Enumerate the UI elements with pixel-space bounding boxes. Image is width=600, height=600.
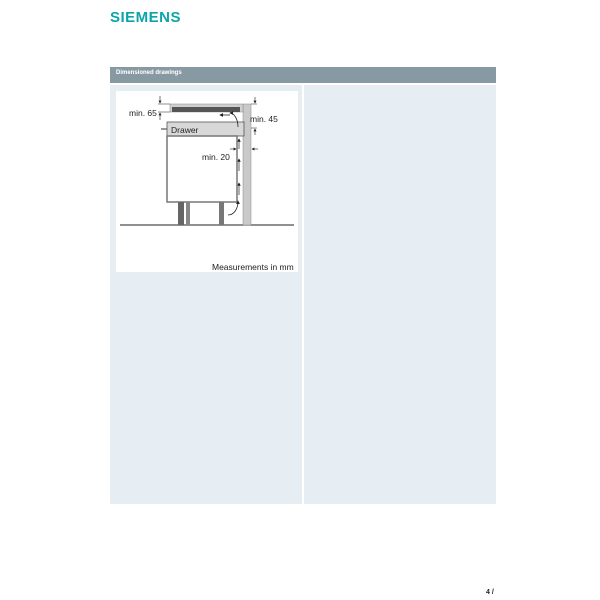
siemens-logo: SIEMENS (110, 9, 182, 26)
page-number: 4 / (486, 589, 494, 596)
cabinet-body (167, 136, 237, 202)
label-min-20: min. 20 (202, 152, 230, 162)
label-min-45: min. 45 (250, 114, 278, 124)
airflow-arrow-curve-bottom (228, 201, 238, 215)
label-drawer: Drawer (171, 125, 199, 135)
leg-right (219, 202, 224, 225)
leg-middle (186, 202, 190, 225)
label-units-note: Measurements in mm (212, 262, 294, 272)
section-header-bar (110, 67, 496, 83)
cooktop (172, 107, 240, 112)
section-title: Dimensioned drawings (116, 70, 182, 76)
dimensioned-drawing (116, 91, 298, 272)
leg-left (178, 202, 184, 225)
right-column (304, 85, 496, 504)
label-min-65: min. 65 (129, 108, 157, 118)
